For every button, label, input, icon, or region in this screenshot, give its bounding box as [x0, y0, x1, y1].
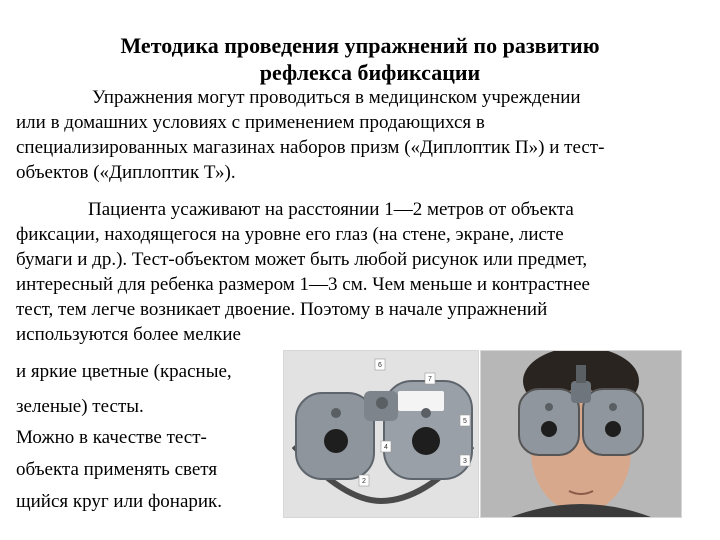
paragraph-line: интересный для ребенка размером 1—3 см. Чем меньше и контрастнее	[16, 274, 590, 295]
page-title	[60, 32, 660, 86]
paragraph-line: и яркие цветные (красные,	[16, 361, 232, 382]
paragraph-line: Упражнения могут проводиться в медицинском учреждении	[92, 87, 581, 108]
title-line-2: рефлекса бификсации	[259, 60, 481, 85]
photo-label: 5	[463, 418, 467, 425]
paragraph-line: Пациента усаживают на расстоянии 1—2 метров от объекта	[88, 199, 574, 220]
paragraph-line: бумаги и др.). Тест-объектом может быть любой рисунок или предмет,	[16, 249, 588, 270]
prism-device-photo	[283, 350, 479, 518]
photo-label: 7	[428, 376, 432, 383]
paragraph-line: фиксации, находящегося на уровне его глаз (на стене, экране, листе	[16, 224, 564, 245]
paragraph-line: специализированных магазинах наборов призм («Диплоптик П») и тест-	[16, 137, 605, 158]
paragraph-line: тест, тем легче возникает двоение. Поэтому в начале упражнений	[16, 299, 548, 320]
photo-label: 4	[384, 444, 388, 451]
child-wearing-device-photo	[480, 350, 682, 518]
paragraph-line: щийся круг или фонарик.	[16, 491, 223, 512]
paragraph-line: объекта применять светя	[16, 459, 218, 480]
photo-label: 2	[362, 478, 366, 485]
paragraph-line: используются более мелкие	[16, 324, 241, 345]
photo-label: 6	[378, 362, 382, 369]
title-line-1: Методика проведения упражнений по развитию	[120, 33, 600, 58]
paragraph-line: или в домашних условиях с применением продающихся в	[16, 112, 485, 133]
paragraph-line: объектов («Диплоптик Т»).	[16, 162, 236, 183]
photo-label: 3	[463, 458, 467, 465]
paragraph-line: зеленые) тесты.	[16, 396, 144, 417]
paragraph-line: Можно в качестве тест-	[16, 427, 207, 448]
